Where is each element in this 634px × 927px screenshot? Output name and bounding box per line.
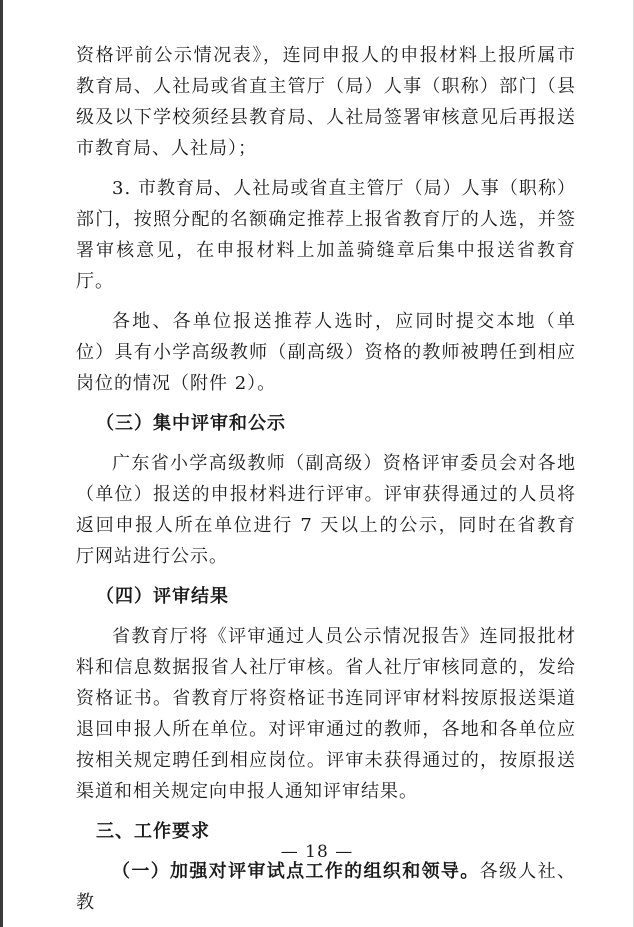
- section-heading-review-publicity: （三）集中评审和公示: [96, 413, 286, 434]
- document-body: [76, 40, 576, 927]
- section-heading-work-requirements: 三、工作要求: [96, 821, 210, 842]
- paragraph-organization-leadership: [76, 856, 576, 918]
- paragraph-continuation: 资格评前公示情况表》，连同申报人的申报材料上报所属市教育局、人社局或省直主管厅（局）人事（职称）部门（县级及以下学校须经县教育局、人社局签署审核意见后再报送市教育局、人社局）；: [76, 45, 576, 159]
- section-heading-review-results: （四）评审结果: [96, 586, 229, 607]
- page-number: — 18 —: [280, 842, 354, 862]
- bold-lead-text: （一）加强对评审试点工作的组织和领导。: [112, 861, 480, 882]
- paragraph-submission-note: 各地、各单位报送推荐人选时，应同时提交本地（单位）具有小学高级教师（副高级）资格的教师被聘任到相应岗位的情况（附件 2）。: [76, 311, 576, 394]
- scan-left-edge: [0, 0, 3, 927]
- paragraph-review-results: 省教育厅将《评审通过人员公示情况报告》连同报批材料和信息数据报省人社厅审核。省人社厅审核同意的，发给资格证书。省教育厅将资格证书连同评审材料按原报送渠道退回申报人所在单位。对评审通过的教师，各地和各单位应按相关规定聘任到相应岗位。评审未获得通过的，按原报送渠道和相关规定向申报人通知评审结果。: [76, 626, 576, 802]
- paragraph-review-publicity: 广东省小学高级教师（副高级）资格评审委员会对各地（单位）报送的申报材料进行评审。评审获得通过的人员将返回申报人所在单位进行 7 天以上的公示，同时在省教育厅网站进行公示。: [76, 453, 576, 567]
- paragraph-rest-text: 各级人社、教: [76, 861, 577, 913]
- paragraph-item-3: 3. 市教育局、人社局或省直主管厅（局）人事（职称）部门，按照分配的名额确定推荐上报省教育厅的人选，并签署审核意见，在申报材料上加盖骑缝章后集中报送省教育厅。: [76, 178, 576, 292]
